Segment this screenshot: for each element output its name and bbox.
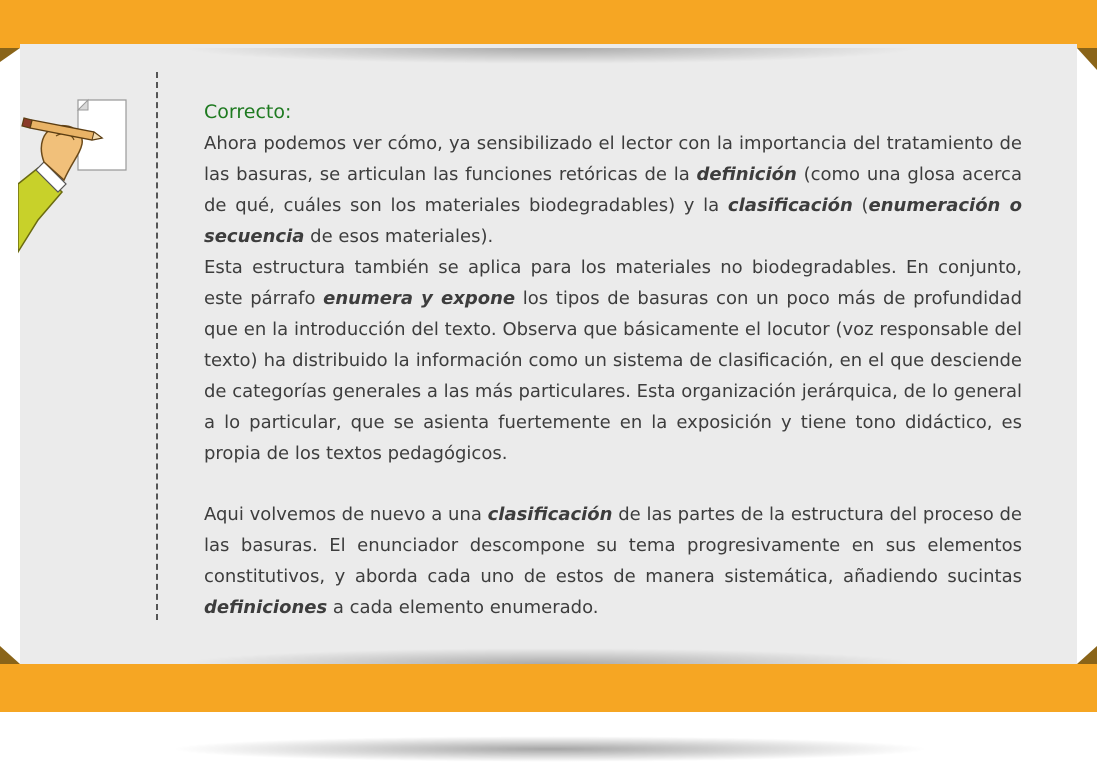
bottom-banner-bar xyxy=(0,664,1097,712)
p1-text-3: ( xyxy=(852,195,869,216)
p1-text-2: (como una glosa acerca de qué, cuáles son los materiales biodegradables) y la xyxy=(204,164,1022,216)
p2-text-2: los tipos de basuras con un poco más de profundidad que en la introducción del texto. Observa que básicamente el locutor (voz responsable del texto) ha distribuido la información como un sistema de clasificación, en el que desciende de categorías generales a las más particulares. Esta organización jerárquica, de lo general a lo particular, que se asienta fuertemente en la exposición y tiene tono didáctico, es propia de los textos pedagógicos. xyxy=(204,288,1022,464)
p1-text-4: de esos materiales). xyxy=(304,226,494,247)
paragraph-1 xyxy=(204,128,1022,252)
p1-emphasis-3: enumeración o secuencia xyxy=(204,195,1022,247)
bottom-left-fold xyxy=(0,646,20,664)
p1-emphasis-1: definición xyxy=(696,164,797,185)
p1-text-1: Ahora podemos ver cómo, ya sensibilizado el lector con la importancia del tratamiento de las basuras, se articulan las funciones retóricas de la xyxy=(204,133,1022,185)
top-banner-bar xyxy=(0,0,1097,48)
paragraph-3 xyxy=(204,499,1022,623)
hand-writing-with-pencil-icon xyxy=(18,96,130,256)
p2-text-1: Esta estructura también se aplica para los materiales no biodegradables. En conjunto, este párrafo xyxy=(204,257,1022,309)
top-inner-shadow xyxy=(180,48,920,64)
p3-text-3: a cada elemento enumerado. xyxy=(327,597,599,618)
p3-emphasis-1: clasificación xyxy=(487,504,613,525)
p3-text-2: de las partes de la estructura del proceso de las basuras. El enunciador descompone su tema progresivamente en sus elementos constitutivos, y aborda cada uno de estos de manera sistemática, añadiendo sucintas xyxy=(204,504,1022,587)
p3-text-1: Aqui volvemos de nuevo a una xyxy=(204,504,488,525)
dashed-divider xyxy=(156,72,158,620)
feedback-content xyxy=(204,98,1022,623)
p3-emphasis-2: definiciones xyxy=(204,597,328,618)
feedback-heading: Correcto: xyxy=(204,101,292,123)
bottom-inner-shadow xyxy=(180,648,920,664)
p2-emphasis-1: enumera y expone xyxy=(323,288,516,309)
p1-emphasis-2: clasificación xyxy=(727,195,853,216)
paragraph-2 xyxy=(204,252,1022,469)
floor-shadow xyxy=(140,735,960,763)
top-left-fold xyxy=(0,48,20,62)
bottom-right-fold xyxy=(1077,646,1097,664)
top-right-fold xyxy=(1077,48,1097,70)
